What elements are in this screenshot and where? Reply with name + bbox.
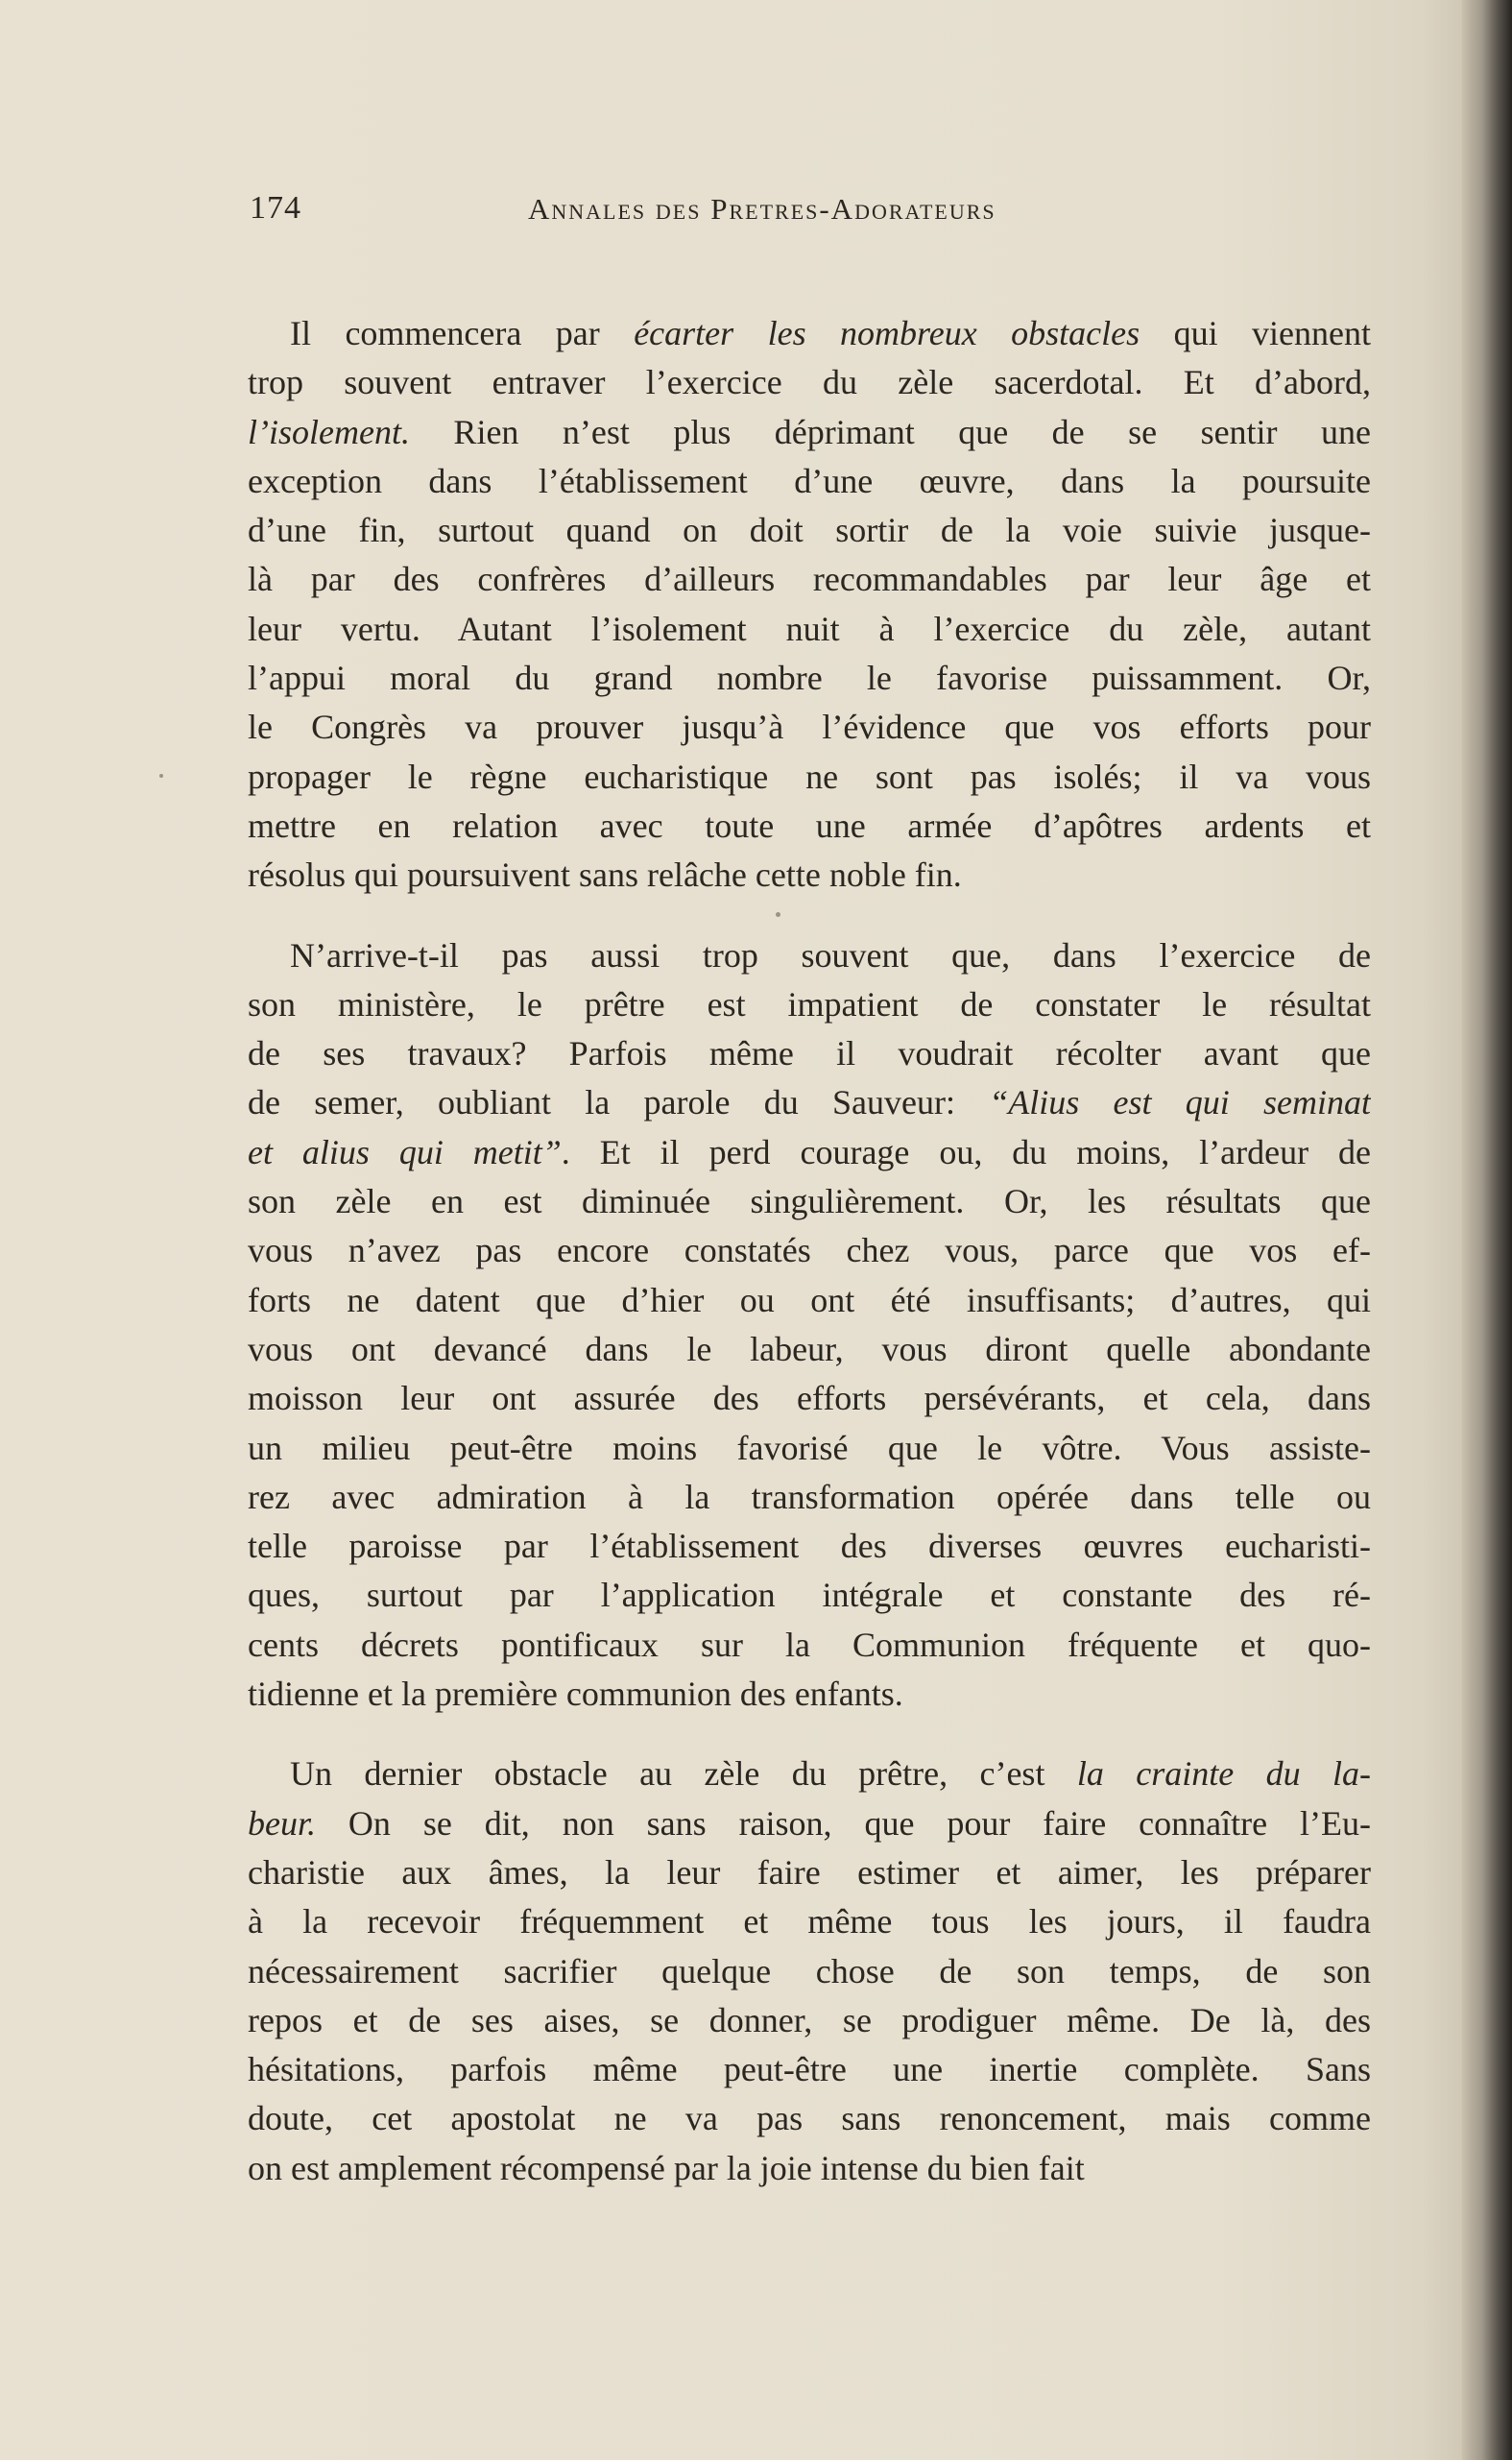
text-line	[248, 2094, 1371, 2143]
text-run: forts ne datent que d’hier ou ont été insuffisants; d’autres, qui	[248, 1280, 1371, 1319]
text-line	[248, 753, 1371, 802]
text-run: vous n’avez pas encore constatés chez vous, parce que vos ef-	[248, 1231, 1371, 1270]
text-run: leur vertu. Autant l’isolement nuit à l’exercice du zèle, autant	[248, 609, 1371, 648]
text-line	[248, 1897, 1371, 1946]
text-line	[248, 1374, 1371, 1423]
text-line	[248, 654, 1371, 703]
paragraph	[248, 309, 1371, 901]
text-run: de ses travaux? Parfois même il voudrait récolter avant que	[248, 1034, 1371, 1073]
text-run: N’arrive-t-il pas aussi trop souvent que, dans l’exercice de	[290, 935, 1371, 975]
text-line	[248, 2144, 1371, 2193]
text-line	[248, 851, 1371, 900]
text-run: Il commencera par	[290, 314, 635, 352]
text-line	[248, 506, 1371, 555]
text-line	[248, 1029, 1371, 1078]
text-run: cents décrets pontificaux sur la Communion fréquente et quo-	[248, 1625, 1371, 1664]
text-line	[248, 1276, 1371, 1325]
paragraph	[248, 1749, 1371, 2193]
paragraph	[248, 931, 1371, 1720]
text-line	[248, 1670, 1371, 1719]
italic-text: beur.	[248, 1803, 316, 1843]
text-line	[248, 980, 1371, 1029]
italic-text: “Alius est qui seminat	[989, 1083, 1371, 1122]
text-run: d’une fin, surtout quand on doit sortir de la voie suivie jusque-	[248, 511, 1371, 550]
text-run: repos et de ses aises, se donner, se prodiguer même. De là, des	[248, 2000, 1371, 2039]
body-text	[248, 309, 1371, 2193]
text-line	[248, 2045, 1371, 2094]
text-run: tidienne et la première communion des enfants.	[248, 1675, 903, 1714]
text-run: on est amplement récompensé par la joie intense du bien fait	[248, 2148, 1085, 2187]
text-line	[248, 1424, 1371, 1473]
text-line	[248, 358, 1371, 407]
text-run: hésitations, parfois même peut-être une inertie complète. Sans	[248, 2050, 1371, 2089]
text-run: qui viennent	[1140, 314, 1371, 352]
text-line	[248, 802, 1371, 851]
text-line	[248, 1571, 1371, 1620]
text-run: son ministère, le prêtre est impatient de constater le résultat	[248, 984, 1371, 1024]
print-speck	[776, 912, 780, 917]
text-line	[248, 1799, 1371, 1848]
text-line	[248, 1078, 1371, 1127]
text-line	[248, 1848, 1371, 1897]
text-run: ques, surtout par l’application intégrale et constante des ré-	[248, 1576, 1371, 1615]
text-line	[248, 1996, 1371, 2045]
text-run: moisson leur ont assurée des efforts persévérants, et cela, dans	[248, 1379, 1371, 1418]
text-line	[248, 605, 1371, 654]
page-gutter-shadow	[1462, 0, 1512, 2460]
paragraph-gap	[248, 1719, 1371, 1749]
text-run: un milieu peut-être moins favorisé que le vôtre. Vous assiste-	[248, 1428, 1371, 1467]
text-run: mettre en relation avec toute une armée d’apôtres ardents et	[248, 806, 1371, 845]
text-run: Un dernier obstacle au zèle du prêtre, c’est	[290, 1754, 1077, 1794]
text-run: charistie aux âmes, la leur faire estimer et aimer, les préparer	[248, 1852, 1371, 1892]
text-run: à la recevoir fréquemment et même tous les jours, il faudra	[248, 1902, 1371, 1941]
text-run: telle paroisse par l’établissement des diverses œuvres eucharisti-	[248, 1527, 1371, 1566]
text-run: rez avec admiration à la transformation opérée dans telle ou	[248, 1477, 1371, 1516]
text-line	[248, 457, 1371, 506]
text-line	[248, 1226, 1371, 1275]
italic-text: et alius qui metit”	[248, 1132, 562, 1171]
italic-text: la crainte du la-	[1076, 1754, 1371, 1794]
text-run: propager le règne eucharistique ne sont pas isolés; il va vous	[248, 757, 1371, 796]
text-run: Rien n’est plus déprimant que de se sentir une	[409, 412, 1371, 451]
text-line	[248, 1749, 1371, 1798]
text-line	[248, 1128, 1371, 1177]
text-run: On se dit, non sans raison, que pour faire connaître l’Eu-	[316, 1803, 1371, 1843]
page-number: 174	[250, 190, 301, 226]
text-run: nécessairement sacrifier quelque chose de son temps, de son	[248, 1951, 1371, 1990]
text-line	[248, 1947, 1371, 1996]
text-run: vous ont devancé dans le labeur, vous diront quelle abondante	[248, 1329, 1371, 1368]
running-title: Annales des Pretres-Adorateurs	[528, 192, 996, 226]
text-run: exception dans l’établissement d’une œuvre, dans la poursuite	[248, 461, 1371, 500]
text-line	[248, 408, 1371, 457]
text-line	[248, 703, 1371, 752]
print-speck	[159, 774, 163, 778]
text-line	[248, 1522, 1371, 1571]
text-run: là par des confrères d’ailleurs recommandables par leur âge et	[248, 560, 1371, 599]
paragraph-gap	[248, 901, 1371, 931]
text-line	[248, 931, 1371, 980]
text-run: le Congrès va prouver jusqu’à l’évidence que vos efforts pour	[248, 708, 1371, 747]
text-line	[248, 309, 1371, 358]
text-line	[248, 555, 1371, 604]
text-run: de semer, oubliant la parole du Sauveur:	[248, 1083, 990, 1122]
text-run: doute, cet apostolat ne va pas sans renoncement, mais comme	[248, 2099, 1371, 2138]
text-run: l’appui moral du grand nombre le favorise puissamment. Or,	[248, 659, 1371, 698]
italic-text: écarter les nombreux obstacles	[634, 314, 1140, 352]
text-line	[248, 1473, 1371, 1522]
running-head	[250, 190, 1373, 240]
text-run: son zèle en est diminuée singulièrement. Or, les résultats que	[248, 1182, 1371, 1221]
text-line	[248, 1177, 1371, 1226]
text-run: . Et il perd courage ou, du moins, l’ardeur de	[561, 1132, 1371, 1171]
text-line	[248, 1325, 1371, 1374]
text-run: trop souvent entraver l’exercice du zèle sacerdotal. Et d’abord,	[248, 363, 1371, 402]
text-run: résolus qui poursuivent sans relâche cette noble fin.	[248, 856, 962, 895]
italic-text: l’isolement.	[248, 412, 410, 451]
text-line	[248, 1621, 1371, 1670]
